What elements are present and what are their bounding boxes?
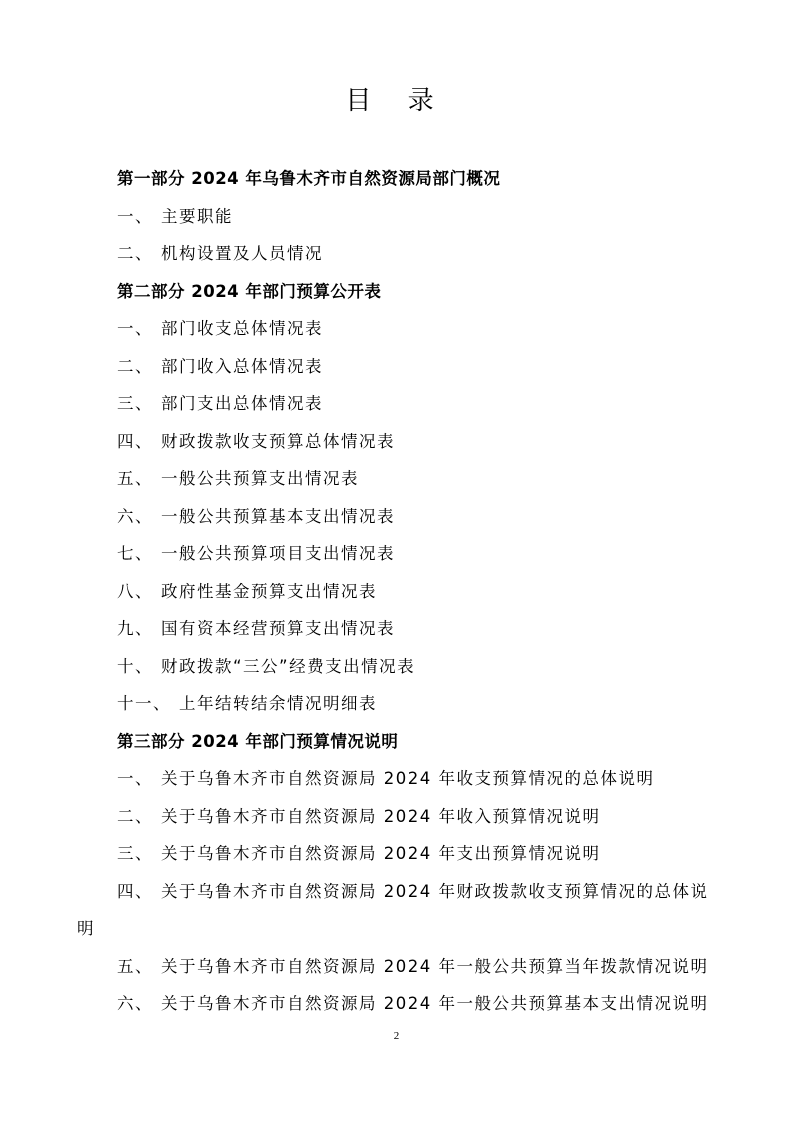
toc-item bbox=[117, 578, 717, 616]
toc-item-number: 九、 bbox=[117, 619, 153, 638]
toc-item-text: 国有资本经营预算支出情况表 bbox=[161, 619, 395, 638]
toc-item-number: 六、 bbox=[117, 994, 153, 1013]
toc-item bbox=[117, 840, 717, 878]
toc-item bbox=[117, 803, 717, 841]
toc-item-number: 二、 bbox=[117, 356, 153, 376]
toc-item-text: 一般公共预算基本支出情况表 bbox=[161, 506, 395, 526]
page-number: 2 bbox=[393, 1030, 400, 1042]
toc-item-text: 关于乌鲁木齐市自然资源局 2024 年一般公共预算当年拨款情况说明 bbox=[161, 956, 709, 976]
toc-item-text: 主要职能 bbox=[161, 206, 233, 226]
toc-item-number: 八、 bbox=[117, 581, 153, 601]
toc-item bbox=[117, 690, 717, 728]
toc-item bbox=[117, 465, 717, 503]
table-of-contents bbox=[77, 165, 717, 1028]
toc-item-number: 十、 bbox=[117, 656, 153, 676]
toc-item bbox=[117, 653, 717, 691]
toc-item-number: 十一、 bbox=[117, 694, 171, 713]
toc-item bbox=[117, 390, 717, 428]
toc-item-number: 四、 bbox=[117, 431, 153, 451]
toc-item-text: 关于乌鲁木齐市自然资源局 2024 年财政拨款收支预算情况的总体说 bbox=[161, 881, 709, 901]
toc-item-number: 一、 bbox=[117, 319, 153, 338]
section-heading: 第一部分 2024 年乌鲁木齐市自然资源局部门概况 bbox=[117, 169, 501, 188]
toc-item bbox=[117, 878, 717, 916]
toc-item-number: 一、 bbox=[117, 769, 153, 788]
toc-item-text: 部门支出总体情况表 bbox=[161, 394, 323, 413]
toc-item-text: 财政拨款收支预算总体情况表 bbox=[161, 431, 395, 451]
section-heading: 第二部分 2024 年部门预算公开表 bbox=[117, 281, 382, 301]
toc-item bbox=[117, 240, 717, 278]
toc-item-text: 关于乌鲁木齐市自然资源局 2024 年收入预算情况说明 bbox=[161, 806, 601, 826]
toc-item bbox=[117, 615, 717, 653]
toc-item-number: 三、 bbox=[117, 394, 153, 413]
page-title: 目 录 bbox=[345, 86, 448, 116]
toc-item-text: 财政拨款“三公”经费支出情况表 bbox=[161, 656, 416, 676]
toc-item-text: 上年结转结余情况明细表 bbox=[179, 694, 377, 713]
toc-item-number: 五、 bbox=[117, 469, 153, 488]
toc-item-number: 四、 bbox=[117, 881, 153, 901]
toc-item-number: 一、 bbox=[117, 206, 153, 226]
toc-item-text: 一般公共预算项目支出情况表 bbox=[161, 544, 395, 563]
toc-item-text: 关于乌鲁木齐市自然资源局 2024 年一般公共预算基本支出情况说明 bbox=[161, 994, 709, 1013]
toc-item-number: 五、 bbox=[117, 956, 153, 976]
toc-item bbox=[117, 428, 717, 466]
toc-item-number: 六、 bbox=[117, 506, 153, 526]
toc-item bbox=[117, 315, 717, 353]
toc-item-text: 关于乌鲁木齐市自然资源局 2024 年收支预算情况的总体说明 bbox=[161, 769, 655, 788]
toc-item-text: 关于乌鲁木齐市自然资源局 2024 年支出预算情况说明 bbox=[161, 844, 601, 863]
toc-item-text: 一般公共预算支出情况表 bbox=[161, 469, 359, 488]
toc-item bbox=[117, 353, 717, 391]
toc-item bbox=[117, 765, 717, 803]
toc-item bbox=[117, 990, 717, 1028]
toc-item bbox=[117, 203, 717, 241]
toc-item-number: 七、 bbox=[117, 544, 153, 563]
toc-item bbox=[117, 540, 717, 578]
toc-item bbox=[117, 503, 717, 541]
toc-item bbox=[117, 953, 717, 991]
toc-item-text: 机构设置及人员情况 bbox=[161, 244, 323, 263]
toc-item-number: 二、 bbox=[117, 244, 153, 263]
toc-item-number: 三、 bbox=[117, 844, 153, 863]
toc-item-number: 二、 bbox=[117, 806, 153, 826]
toc-item-text: 部门收支总体情况表 bbox=[161, 319, 323, 338]
toc-item-text: 政府性基金预算支出情况表 bbox=[161, 581, 377, 601]
toc-item-text: 部门收入总体情况表 bbox=[161, 356, 323, 376]
section-heading: 第三部分 2024 年部门预算情况说明 bbox=[117, 731, 399, 751]
toc-item-continuation: 明 bbox=[77, 919, 95, 938]
